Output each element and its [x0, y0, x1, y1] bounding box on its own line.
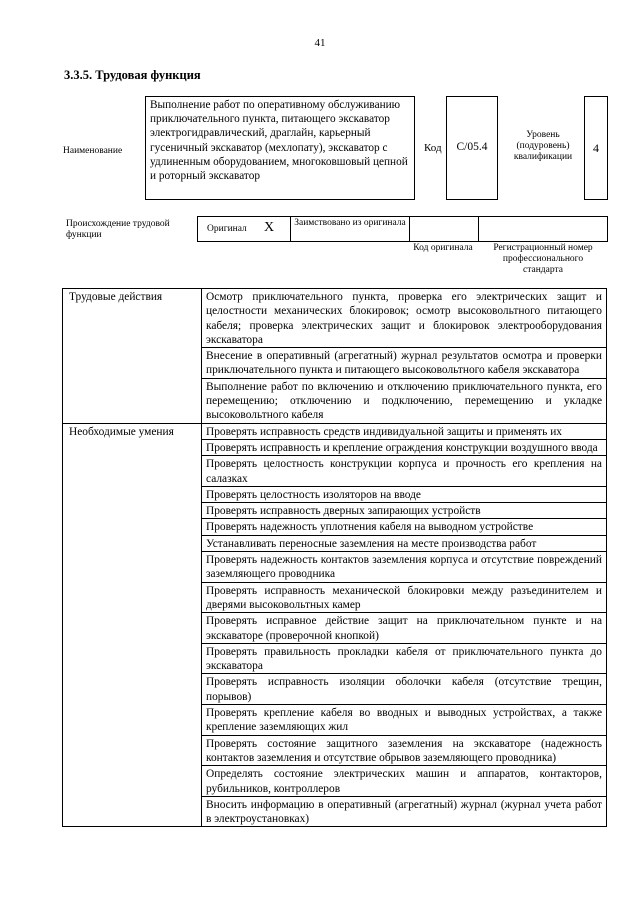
original-mark: X: [264, 220, 275, 235]
skill-item: Проверять целостность конструкции корпуса и прочность его крепления на салазках: [202, 456, 607, 487]
code-value: C/05.4: [456, 141, 488, 153]
code-original-caption: Код оригинала: [413, 243, 473, 253]
table-row: [63, 423, 607, 439]
origin-divider-3: [478, 216, 479, 242]
function-table: [62, 288, 607, 827]
skill-item: Определять состояние электрических машин и аппаратов, контакторов, рубильников, контроллеров: [202, 766, 607, 797]
skill-item: Проверять исправное действие защит на приключательном пункте и на экскаваторе (проверочной кнопкой): [202, 613, 607, 644]
origin-divider-2: [409, 216, 410, 242]
skill-item: Проверять надежность уплотнения кабеля на выводном устройстве: [202, 519, 607, 535]
skill-item: Проверять состояние защитного заземления на экскаваторе (надежность контактов заземления и отсутствие обрывов заземляющего проводника): [202, 735, 607, 766]
level-value-cell: [584, 96, 608, 200]
name-label: Наименование: [63, 146, 123, 156]
skill-item: Устанавливать переносные заземления на месте производства работ: [202, 535, 607, 551]
skill-item: Проверять исправность и крепление ограждения конструкции воздушного ввода: [202, 439, 607, 455]
original-label: Оригинал: [207, 224, 247, 234]
function-name-cell: [145, 96, 415, 200]
labor-action-item: Выполнение работ по включению и отключению приключательного пункта, его перемещению; отключению и подключению, перемещению и укладке высоковольтного кабеля: [202, 378, 607, 423]
code-label: Код: [424, 142, 442, 154]
labor-action-item: Осмотр приключательного пункта, проверка его электрических защит и целостности механических блокировок; осмотр высоковольтного питающего кабеля; проверка электрических защит и блокировок электрооборудования экскаватора: [202, 289, 607, 348]
skill-item: Проверять надежность контактов заземления корпуса и отсутствие повреждений заземляющего проводника: [202, 552, 607, 583]
level-value: 4: [593, 141, 599, 155]
skill-item: Вносить информацию в оперативный (агрегатный) журнал (журнал учета работ в электроустановках): [202, 796, 607, 827]
skill-item: Проверять правильность прокладки кабеля от приключательного пункта до экскаватора: [202, 643, 607, 674]
borrowed-label: Заимствовано из оригинала: [294, 218, 406, 228]
table-row: [63, 289, 607, 348]
skill-item: Проверять исправность изоляции оболочки кабеля (отсутствие трещин, порывов): [202, 674, 607, 705]
labor-action-item: Внесение в оперативный (агрегатный) журнал результатов осмотра и проверки приключательного пункта и питающего высоковольтного кабеля экскаватора: [202, 348, 607, 379]
skill-item: Проверять исправность дверных запирающих устройств: [202, 503, 607, 519]
origin-label: Происхождение трудовой функции: [66, 219, 170, 240]
registration-caption: Регистрационный номер профессионального стандарта: [493, 243, 593, 275]
labor-actions-label: Трудовые действия: [63, 289, 202, 424]
skill-item: Проверять исправность средств индивидуальной защиты и применять их: [202, 423, 607, 439]
origin-divider-1: [290, 216, 291, 242]
page-number: 41: [314, 37, 326, 49]
skill-item: Проверять целостность изоляторов на вводе: [202, 486, 607, 502]
section-heading: 3.3.5. Трудовая функция: [64, 68, 201, 82]
function-name-text: Выполнение работ по оперативному обслуживанию приключательного пункта, питающего экскаватор электрогидравлический, драглайн, карьерный гусеничный экскаватор (мехлопату), экскаватор с удлиненным оборудованием, многоковшовый цепной и роторный экскаватор: [150, 99, 408, 183]
code-value-cell: [446, 96, 498, 200]
skill-item: Проверять крепление кабеля во вводных и выводных устройствах, а также крепление заземляющих жил: [202, 705, 607, 736]
level-label: Уровень (подуровень) квалификации: [513, 130, 573, 162]
skills-label: Необходимые умения: [63, 423, 202, 827]
skill-item: Проверять исправность механической блокировки между разъединителем и дверями высоковольтных камер: [202, 582, 607, 613]
